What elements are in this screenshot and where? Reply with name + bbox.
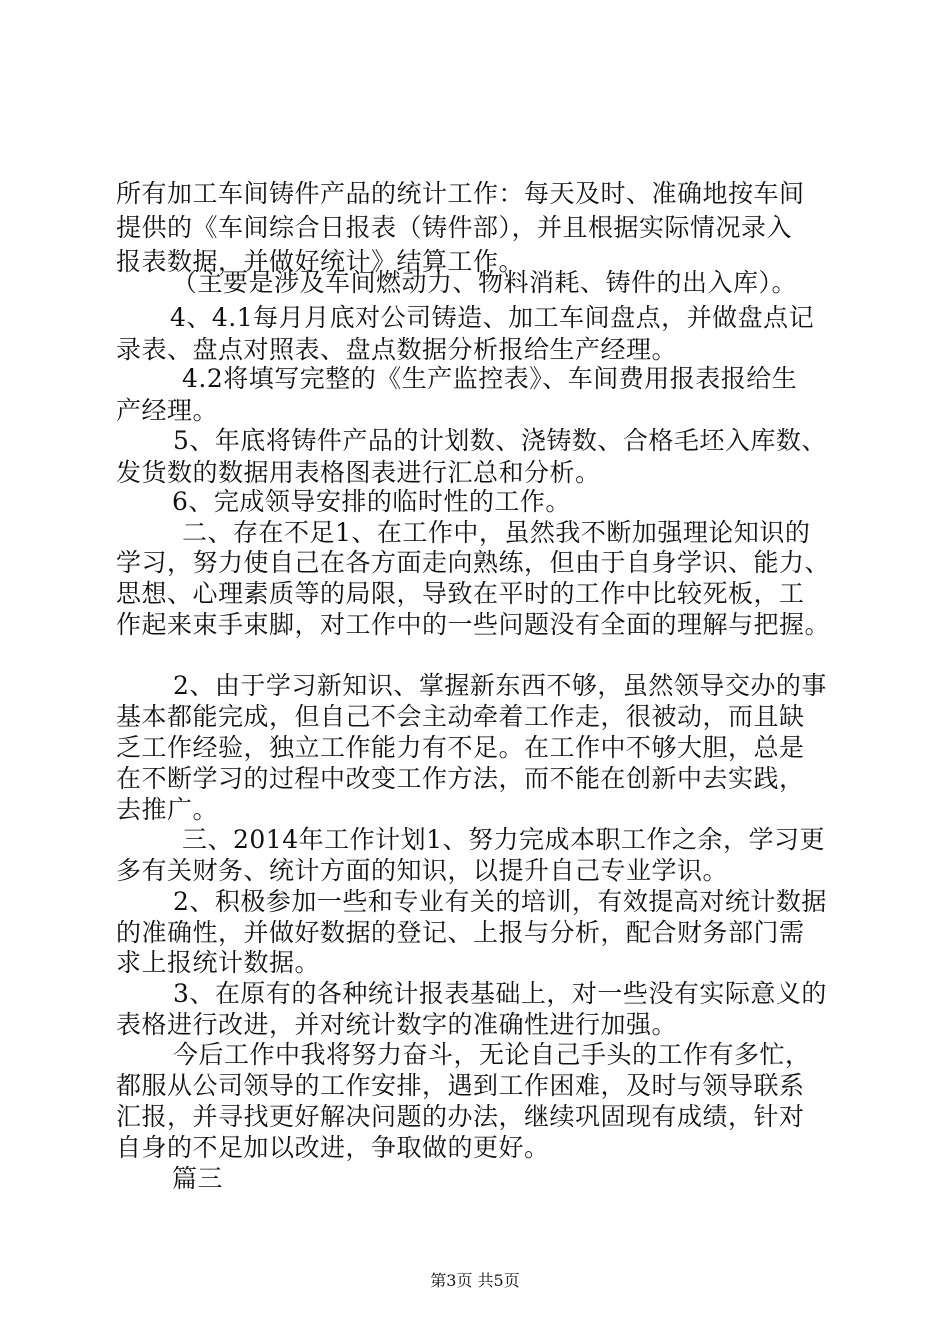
body-text-line: 求上报统计数据。	[116, 948, 321, 977]
body-text-line: 作起来束手束脚，对工作中的一些问题没有全面的理解与把握。	[116, 610, 831, 639]
body-text-line: 4.2将填写完整的《生产监控表》、车间费用报表报给生	[182, 364, 798, 393]
section-heading: 篇三	[172, 1164, 224, 1193]
body-text-line: 发货数的数据用表格图表进行汇总和分析。	[116, 458, 601, 487]
page-footer: 第3页 共5页	[430, 1271, 520, 1290]
body-text-line: 提供的《车间综合日报表（铸件部），并且根据实际情况录入	[116, 213, 793, 242]
body-text-line: 的准确性，并做好数据的登记、上报与分析，配合财务部门需	[116, 918, 805, 947]
body-text-line: 3、在原有的各种统计报表基础上，对一些没有实际意义的	[173, 979, 827, 1008]
body-text-line: 自身的不足加以改进，争取做的更好。	[116, 1133, 550, 1162]
body-text-line: 2、由于学习新知识、掌握新东西不够，虽然领导交办的事	[173, 671, 827, 700]
body-text-line: 多有关财务、统计方面的知识，以提升自己专业学识。	[116, 856, 729, 885]
body-text-line: 在不断学习的过程中改变工作方法，而不能在创新中去实践，	[116, 764, 805, 793]
body-text-line: 去推广。	[116, 795, 219, 824]
body-text-line: 产经理。	[116, 396, 219, 425]
body-text-line: 学习，努力使自己在各方面走向熟练，但由于自身学识、能力、	[116, 548, 831, 577]
body-text-line: 基本都能完成，但自己不会主动牵着工作走，很被动，而且缺	[116, 702, 805, 731]
body-text-line: 今后工作中我将努力奋斗，无论自己手头的工作有多忙，	[173, 1040, 811, 1069]
body-text-line: （主要是涉及车间燃动力、物料消耗、铸件的出入库）。	[172, 268, 798, 297]
body-text-line: 4、4.1每月月底对公司铸造、加工车间盘点，并做盘点记	[170, 303, 815, 332]
body-text-line: 表格进行改进，并对统计数字的准确性进行加强。	[116, 1010, 678, 1039]
body-text-line: 2、积极参加一些和专业有关的培训，有效提高对统计数据	[173, 887, 827, 916]
body-text-line: 乏工作经验，独立工作能力有不足。在工作中不够大胆，总是	[116, 733, 805, 762]
body-text-line: 录表、盘点对照表、盘点数据分析报给生产经理。	[116, 335, 678, 364]
body-text-line: 二、存在不足1、在工作中，虽然我不断加强理论知识的	[182, 518, 811, 547]
body-text-line: 所有加工车间铸件产品的统计工作：每天及时、准确地按车间	[116, 179, 805, 208]
body-text-line: 思想、心理素质等的局限，导致在平时的工作中比较死板，工	[116, 579, 805, 608]
body-text-line: 5、年底将铸件产品的计划数、浇铸数、合格毛坯入库数、	[173, 426, 827, 455]
body-text-line: 报表数据，并做好统计》结算工作。	[116, 247, 525, 276]
body-text-line: 汇报，并寻找更好解决问题的办法，继续巩固现有成绩，针对	[116, 1102, 805, 1131]
body-text-line: 三、2014年工作计划1、努力完成本职工作之余，学习更	[182, 825, 826, 854]
body-text-line: 6、完成领导安排的临时性的工作。	[172, 487, 571, 516]
body-text-line: 都服从公司领导的工作安排，遇到工作困难，及时与领导联系	[116, 1071, 805, 1100]
